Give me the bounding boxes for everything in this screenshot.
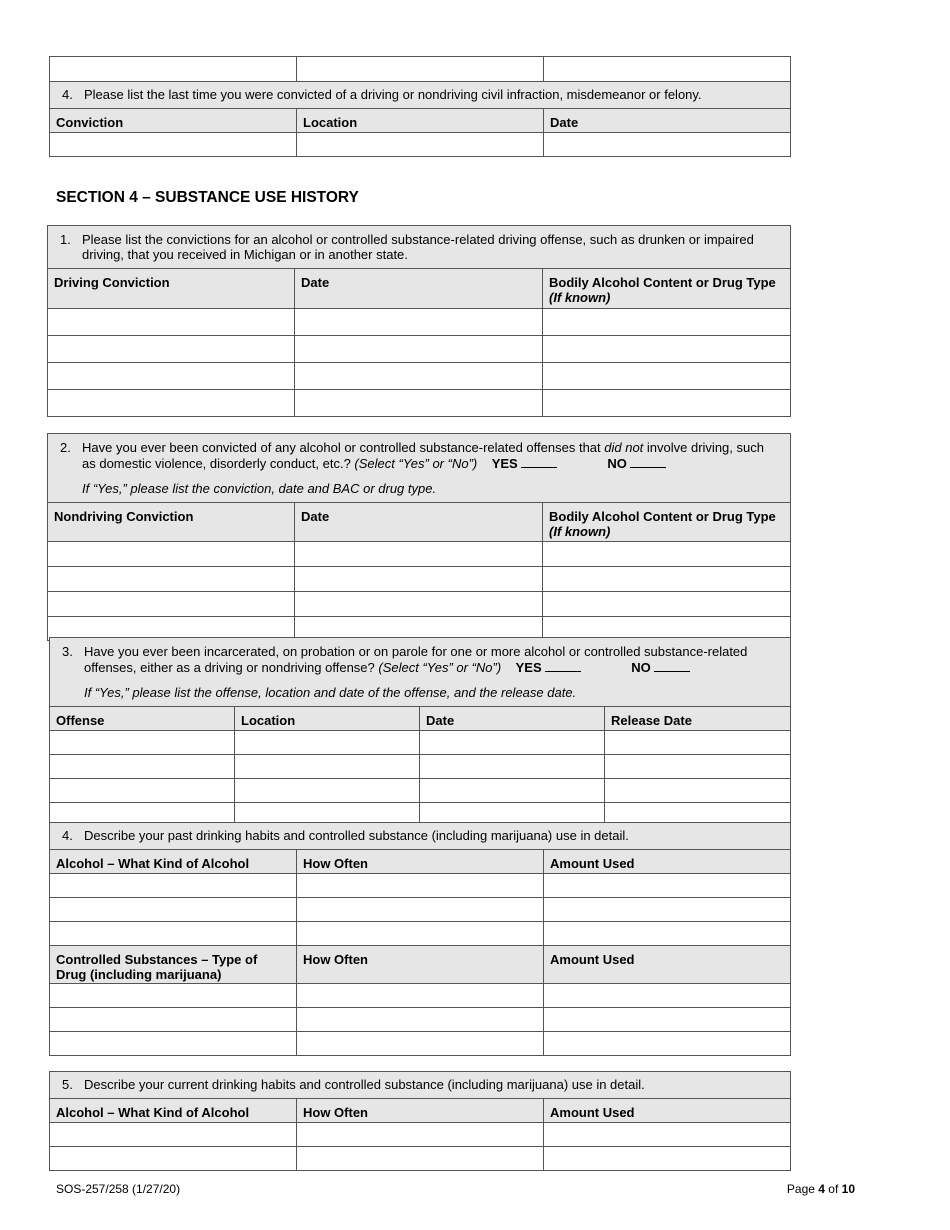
table-cell[interactable]: [50, 779, 235, 803]
table-cell[interactable]: [543, 309, 791, 336]
table-cell[interactable]: [420, 779, 605, 803]
column-header: Bodily Alcohol Content or Drug Type (If known): [543, 503, 791, 542]
table-cell[interactable]: [235, 779, 420, 803]
table-cell[interactable]: [295, 390, 543, 417]
no-answer-line[interactable]: [654, 659, 690, 672]
table-cell[interactable]: [297, 1008, 544, 1032]
yes-answer-line[interactable]: [545, 659, 581, 672]
table-cell[interactable]: [48, 390, 295, 417]
question-4-prior: 4. Please list the last time you were convicted of a driving or nondriving civil infraction, misdemeanor or felony.: [50, 82, 791, 109]
table-cell[interactable]: [297, 898, 544, 922]
table-cell[interactable]: [297, 984, 544, 1008]
table-cell[interactable]: [544, 898, 791, 922]
column-header: Bodily Alcohol Content or Drug Type (If known): [543, 269, 791, 309]
section-title: SECTION 4 – SUBSTANCE USE HISTORY: [56, 189, 359, 206]
table-cell[interactable]: [543, 390, 791, 417]
form-id: SOS-257/258 (1/27/20): [56, 1182, 181, 1196]
table-cell[interactable]: [544, 984, 791, 1008]
table-cell[interactable]: [544, 57, 791, 82]
table-cell[interactable]: [543, 363, 791, 390]
page-number: Page 4 of 10: [786, 1182, 855, 1196]
column-header: How Often: [297, 946, 544, 984]
question-2: 2. Have you ever been convicted of any alcohol or controlled substance-related offenses that did not involve driving, such as domestic violence, disorderly conduct, etc.? (Select “Yes” or “No”) YES NO If “Yes,” please list the conviction, date and BAC or drug type.: [48, 434, 791, 503]
table-cell[interactable]: [295, 567, 543, 592]
table-cell[interactable]: [295, 309, 543, 336]
column-header: Alcohol – What Kind of Alcohol: [50, 850, 297, 874]
table-cell[interactable]: [50, 1123, 297, 1147]
column-header: Amount Used: [544, 1099, 791, 1123]
table-cell[interactable]: [544, 1147, 791, 1171]
table-cell[interactable]: [543, 336, 791, 363]
column-header: Offense: [50, 707, 235, 731]
table-cell[interactable]: [543, 542, 791, 567]
table-cell[interactable]: [50, 133, 297, 157]
table-cell[interactable]: [48, 336, 295, 363]
column-header: Alcohol – What Kind of Alcohol: [50, 1099, 297, 1123]
table-cell[interactable]: [50, 731, 235, 755]
table-cell[interactable]: [48, 567, 295, 592]
table-cell[interactable]: [543, 567, 791, 592]
table-cell[interactable]: [295, 336, 543, 363]
table-cell[interactable]: [50, 57, 297, 82]
table-cell[interactable]: [605, 779, 791, 803]
table-cell[interactable]: [297, 1147, 544, 1171]
table-cell[interactable]: [297, 874, 544, 898]
question-4: 4. Describe your past drinking habits and controlled substance (including marijuana) use in detail.: [50, 823, 791, 850]
table-cell[interactable]: [543, 592, 791, 617]
table-cell[interactable]: [605, 755, 791, 779]
column-header: Date: [295, 503, 543, 542]
table-cell[interactable]: [295, 542, 543, 567]
column-header: Nondriving Conviction: [48, 503, 295, 542]
table-cell[interactable]: [605, 731, 791, 755]
column-header: Conviction: [50, 109, 297, 133]
column-header: Date: [544, 109, 791, 133]
question-1: 1. Please list the convictions for an alcohol or controlled substance-related driving offense, such as drunken or impaired driving, that you received in Michigan or in another state.: [48, 226, 791, 269]
table-cell[interactable]: [420, 731, 605, 755]
table-cell[interactable]: [544, 1032, 791, 1056]
table-cell[interactable]: [295, 592, 543, 617]
table-cell[interactable]: [544, 1123, 791, 1147]
table-cell[interactable]: [297, 922, 544, 946]
table-cell[interactable]: [544, 133, 791, 157]
table-cell[interactable]: [297, 57, 544, 82]
table-cell[interactable]: [544, 922, 791, 946]
table-cell[interactable]: [297, 1123, 544, 1147]
table-cell[interactable]: [544, 1008, 791, 1032]
table-cell[interactable]: [50, 1008, 297, 1032]
nondriving-conviction-table: [47, 433, 791, 641]
column-header: Release Date: [605, 707, 791, 731]
table-cell[interactable]: [297, 1032, 544, 1056]
table-cell[interactable]: [50, 874, 297, 898]
question-5: 5. Describe your current drinking habits and controlled substance (including marijuana) use in detail.: [50, 1072, 791, 1099]
prior-conviction-table: [49, 56, 791, 157]
column-header: Driving Conviction: [48, 269, 295, 309]
yes-answer-line[interactable]: [521, 455, 557, 468]
table-cell[interactable]: [50, 755, 235, 779]
column-header: How Often: [297, 1099, 544, 1123]
column-header: Amount Used: [544, 946, 791, 984]
current-habits-table: [49, 1071, 791, 1171]
incarceration-table: [49, 637, 791, 827]
question-3: 3. Have you ever been incarcerated, on probation or on parole for one or more alcohol or controlled substance-related offenses, either as a driving or nondriving offense? (Select “Yes” or “No”) YES NO If “Yes,” please list the offense, location and date of the offense, and the release date.: [50, 638, 791, 707]
table-cell[interactable]: [48, 309, 295, 336]
column-header: Controlled Substances – Type of Drug (including marijuana): [50, 946, 297, 984]
column-header: Location: [235, 707, 420, 731]
table-cell[interactable]: [48, 363, 295, 390]
table-cell[interactable]: [544, 874, 791, 898]
table-cell[interactable]: [48, 542, 295, 567]
table-cell[interactable]: [50, 984, 297, 1008]
table-cell[interactable]: [50, 1032, 297, 1056]
table-cell[interactable]: [235, 731, 420, 755]
table-cell[interactable]: [50, 1147, 297, 1171]
column-header: Location: [297, 109, 544, 133]
column-header: Amount Used: [544, 850, 791, 874]
column-header: Date: [420, 707, 605, 731]
past-habits-table: [49, 822, 791, 1056]
table-cell[interactable]: [235, 755, 420, 779]
column-header: Date: [295, 269, 543, 309]
table-cell[interactable]: [50, 898, 297, 922]
table-cell[interactable]: [295, 363, 543, 390]
table-cell[interactable]: [48, 592, 295, 617]
column-header: How Often: [297, 850, 544, 874]
driving-conviction-table: [47, 225, 791, 417]
table-cell[interactable]: [297, 133, 544, 157]
no-answer-line[interactable]: [630, 455, 666, 468]
table-cell[interactable]: [420, 755, 605, 779]
table-cell[interactable]: [50, 922, 297, 946]
